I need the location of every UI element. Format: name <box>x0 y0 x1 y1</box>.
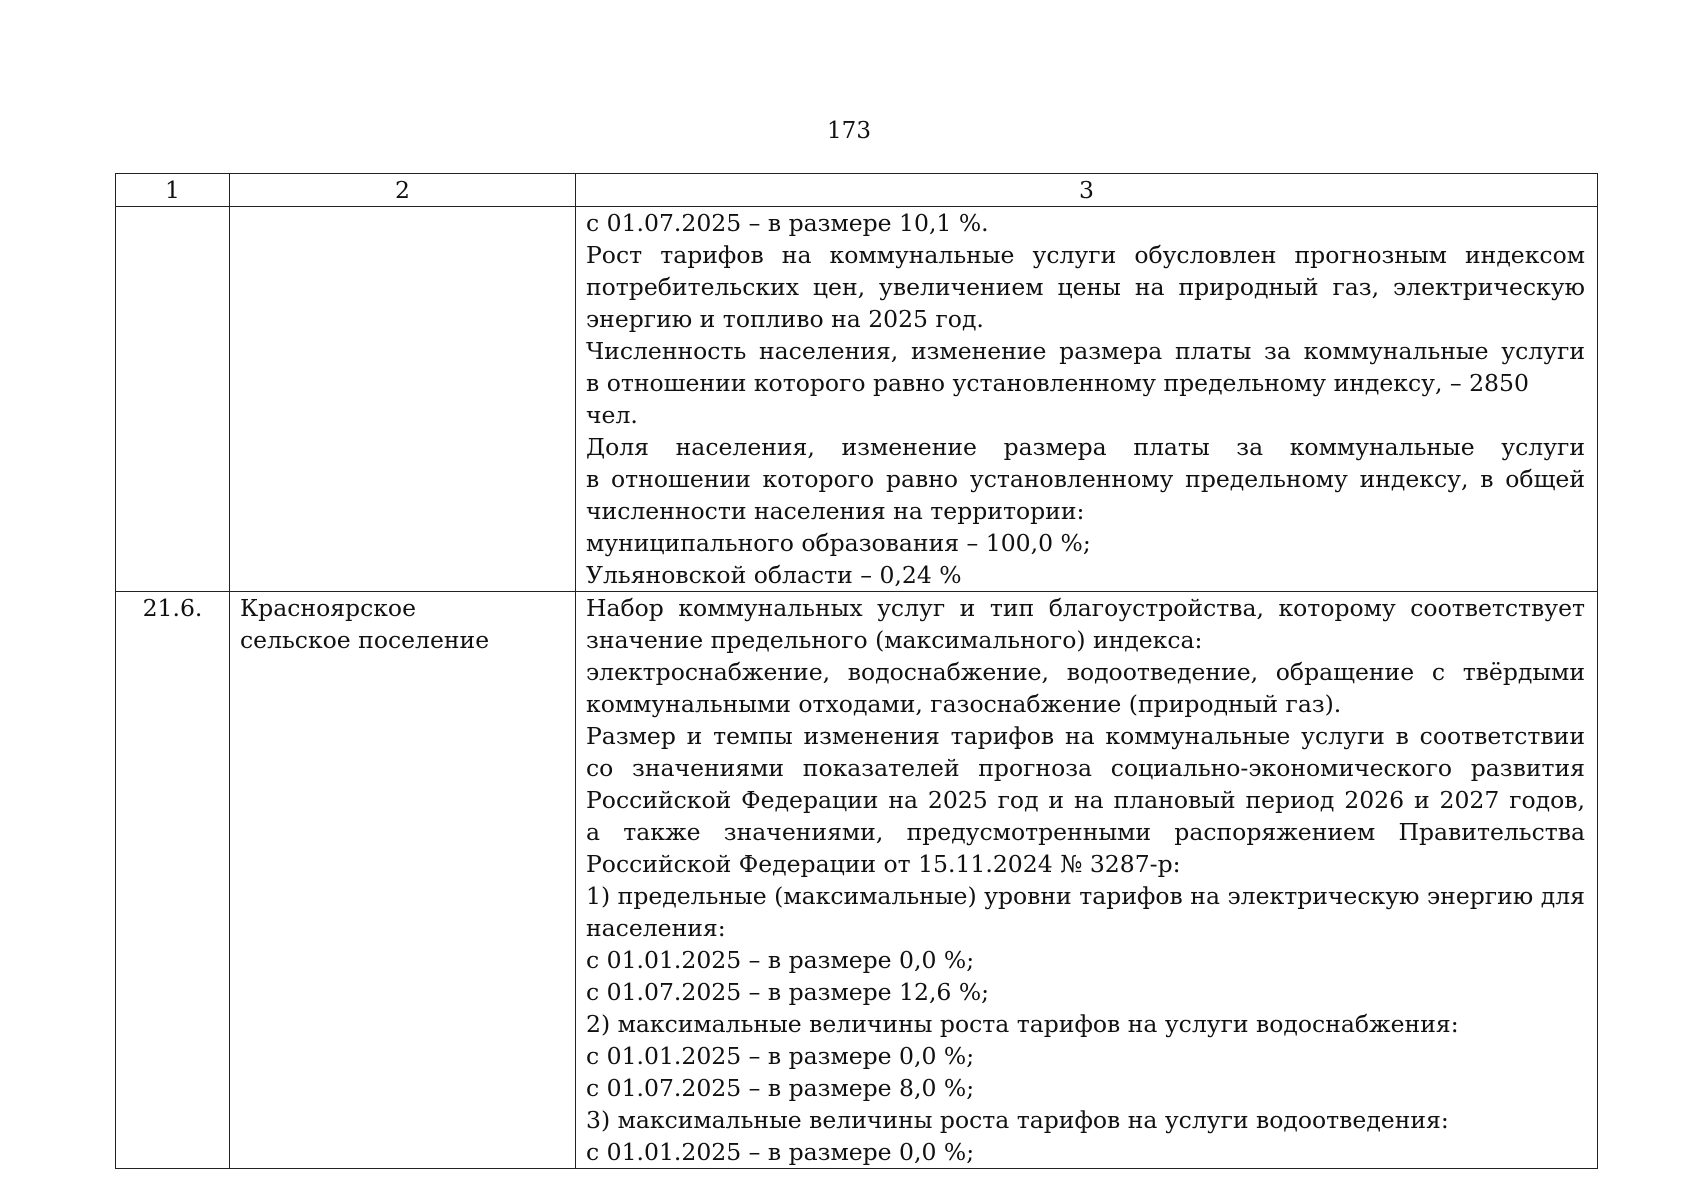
description-line: с 01.01.2025 – в размере 0,0 %; <box>586 946 975 974</box>
description-line: с 01.07.2025 – в размере 8,0 %; <box>586 1074 975 1102</box>
settlement-name-line: сельское поселение <box>240 626 490 654</box>
description-line: численности населения на территории: <box>586 497 1085 525</box>
column-header-3: 3 <box>576 174 1598 207</box>
tariff-table <box>115 173 1598 1169</box>
description-line: коммунальными отходами, газоснабжение (природный газ). <box>586 690 1342 718</box>
settlement-name-cell <box>230 207 576 592</box>
description-line: с 01.07.2025 – в размере 12,6 %; <box>586 978 990 1006</box>
description-line: а также значениями, предусмотренными распоряжением Правительства <box>586 818 1585 846</box>
description-line: с 01.01.2025 – в размере 0,0 %; <box>586 1042 975 1070</box>
column-header-2: 2 <box>230 174 576 207</box>
description-line: 2) максимальные величины роста тарифов на услуги водоснабжения: <box>586 1010 1459 1038</box>
table-row <box>116 207 1598 592</box>
description-line: Набор коммунальных услуг и тип благоустройства, которому соответствует <box>586 594 1585 622</box>
description-line: Доля населения, изменение размера платы за коммунальные услуги <box>586 433 1585 461</box>
description-line: Рост тарифов на коммунальные услуги обусловлен прогнозным индексом <box>586 241 1585 269</box>
description-line: энергию и топливо на 2025 год. <box>586 305 984 333</box>
settlement-name-cell <box>230 592 576 1169</box>
description-line: муниципального образования – 100,0 %; <box>586 529 1091 557</box>
description-line: со значениями показателей прогноза социально-экономического развития <box>586 754 1585 782</box>
description-line: Размер и темпы изменения тарифов на коммунальные услуги в соответствии <box>586 722 1585 750</box>
row-number-cell: 21.6. <box>116 592 230 1169</box>
description-line: населения: <box>586 914 726 942</box>
row-number-cell <box>116 207 230 592</box>
table-header-row <box>116 174 1598 207</box>
settlement-name-line: Красноярское <box>240 594 416 622</box>
description-line: 1) предельные (максимальные) уровни тарифов на электрическую энергию для <box>586 882 1585 910</box>
table-row <box>116 592 1598 1169</box>
description-line: Российской Федерации от 15.11.2024 № 3287-р: <box>586 850 1181 878</box>
description-line: с 01.07.2025 – в размере 10,1 %. <box>586 209 989 237</box>
description-cell <box>576 592 1598 1169</box>
description-line: электроснабжение, водоснабжение, водоотведение, обращение с твёрдыми <box>586 658 1585 686</box>
description-line: Численность населения, изменение размера платы за коммунальные услуги <box>586 337 1585 365</box>
description-cell <box>576 207 1598 592</box>
description-line: потребительских цен, увеличением цены на природный газ, электрическую <box>586 273 1585 301</box>
description-line: в отношении которого равно установленному предельному индексу, в общей <box>586 465 1585 493</box>
description-line: значение предельного (максимального) индекса: <box>586 626 1203 654</box>
page-number: 173 <box>827 118 871 144</box>
description-line: Ульяновской области – 0,24 % <box>586 561 962 589</box>
description-line: Российской Федерации на 2025 год и на плановый период 2026 и 2027 годов, <box>586 786 1585 814</box>
description-line: в отношении которого равно установленному предельному индексу, – 2850 чел. <box>586 369 1529 429</box>
description-line: с 01.01.2025 – в размере 0,0 %; <box>586 1138 975 1166</box>
description-line: 3) максимальные величины роста тарифов на услуги водоотведения: <box>586 1106 1449 1134</box>
column-header-1: 1 <box>116 174 230 207</box>
